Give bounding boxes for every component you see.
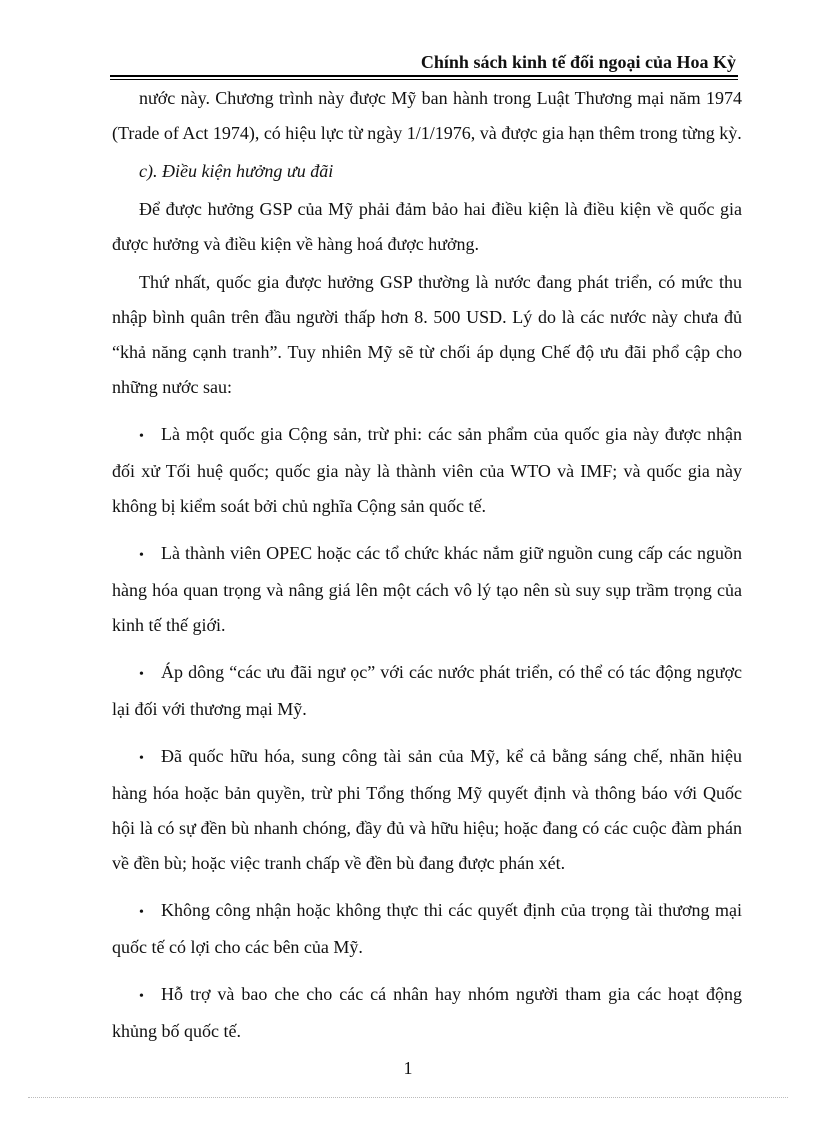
bullet-text: Là thành viên OPEC hoặc các tổ chức khác nắm giữ nguồn cung cấp các nguồn hàng hóa quan trọng và nâng giá lên một cách vô lý tạo nên sù suy sụp trầm trọng của kinh tế thế giới. [112,543,742,635]
running-header: Chính sách kinh tế đối ngoại của Hoa Kỳ [420,52,736,72]
bullet-text: Không công nhận hoặc không thực thi các quyết định của trọng tài thương mại quốc tế có lợi cho các bên của Mỹ. [112,900,742,957]
paragraph-conditions: Để được hưởng GSP của Mỹ phải đảm bảo hai điều kiện là điều kiện về quốc gia được hưởng và điều kiện về hàng hoá được hưởng. [112,199,742,254]
bullet-icon: • [139,667,144,682]
page-number: 1 [403,1058,413,1078]
bullet-text: Đã quốc hữu hóa, sung công tài sản của Mỹ, kể cả bằng sáng chế, nhãn hiệu hàng hóa hoặc bản quyền, trừ phi Tổng thống Mỹ quyết định và thông báo với Quốc hội là có sự đền bù nhanh chóng, đầy đủ và hữu hiệu; hoặc đang có các cuộc đàm phán về đền bù; hoặc việc tranh chấp về đền bù đang được phán xét. [112,746,742,873]
bullet-item [112,536,742,643]
bullet-icon: • [139,905,144,920]
bullet-icon: • [139,548,144,563]
paragraph-continuation: nước này. Chương trình này được Mỹ ban hành trong Luật Thương mại năm 1974 (Trade of Act 1974), có hiệu lực từ ngày 1/1/1976, và được gia hạn thêm trong từng kỳ. [112,88,742,143]
bullet-text: Là một quốc gia Cộng sản, trừ phi: các sản phẩm của quốc gia này được nhận đối xử Tối huệ quốc; quốc gia này là thành viên của WTO và IMF; và quốc gia này không bị kiểm soát bởi chủ nghĩa Cộng sản quốc tế. [112,424,742,516]
bullet-item [112,655,742,727]
bullet-item [112,977,742,1049]
bullet-icon: • [139,989,144,1004]
bullet-text: Áp dông “các ưu đãi ngư ọc” với các nước phát triển, có thể có tác động ngược lại đối với thương mại Mỹ. [112,662,742,719]
bullet-item [112,893,742,965]
header-rule-thin [110,79,738,80]
bullet-icon: • [139,429,144,444]
bullet-item [112,417,742,524]
bullet-text: Hỗ trợ và bao che cho các cá nhân hay nhóm người tham gia các hoạt động khủng bố quốc tế. [112,984,742,1041]
paragraph-first-condition: Thứ nhất, quốc gia được hưởng GSP thường là nước đang phát triển, có mức thu nhập bình quân trên đầu người thấp hơn 8. 500 USD. Lý do là các nước này chưa đủ “khả năng cạnh tranh”. Tuy nhiên Mỹ sẽ từ chối áp dụng Chế độ ưu đãi phổ cập cho những nước sau: [112,272,742,397]
section-heading-c: c). Điều kiện hưởng ưu đãi [139,161,334,181]
header-rule-thick [110,75,738,77]
document-body [112,81,742,1061]
bullet-item [112,739,742,881]
footer-dotted-rule [28,1097,788,1098]
bullet-icon: • [139,751,144,766]
